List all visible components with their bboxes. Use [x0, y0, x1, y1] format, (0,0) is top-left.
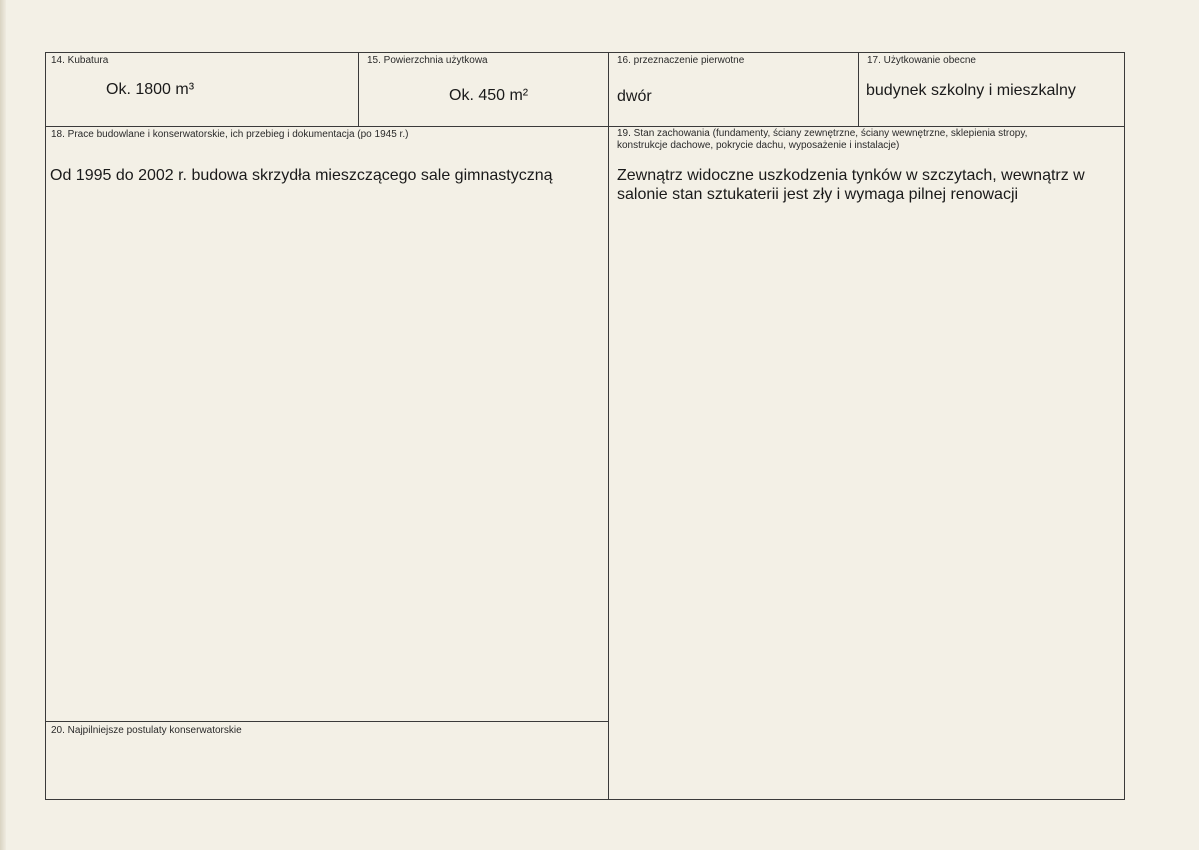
preservation-state-label-line2: konstrukcje dachowe, pokrycie dachu, wyposażenie i instalacje) [617, 140, 900, 151]
cubature-label: 14. Kubatura [51, 55, 109, 66]
heritage-record-form [45, 52, 1125, 800]
cubature-cell [46, 53, 359, 127]
preservation-state-value-line2: salonie stan sztukaterii jest zły i wymaga pilnej renowacji [617, 186, 1019, 203]
current-use-value: budynek szkolny i mieszkalny [866, 82, 1076, 99]
conservation-postulates-cell [46, 722, 609, 799]
conservation-postulates-label: 20. Najpilniejsze postulaty konserwatorskie [51, 725, 242, 736]
preservation-state-value-line1: Zewnątrz widoczne uszkodzenia tynków w szczytach, wewnątrz w [617, 167, 1085, 184]
usable-area-value: Ok. 450 m² [449, 87, 529, 104]
preservation-state-label-line1: 19. Stan zachowania (fundamenty, ściany zewnętrzne, ściany wewnętrzne, sklepienia stropy, [617, 128, 1028, 139]
current-use-label: 17. Użytkowanie obecne [867, 55, 976, 66]
construction-works-label: 18. Prace budowlane i konserwatorskie, ich przebieg i dokumentacja (po 1945 r.) [51, 129, 409, 140]
construction-works-value: Od 1995 do 2002 r. budowa skrzydła mieszczącego sale gimnastyczną [50, 167, 553, 184]
original-purpose-value: dwór [617, 88, 652, 105]
preservation-state-label [617, 128, 1027, 152]
preservation-state-value [617, 166, 1085, 204]
usable-area-label: 15. Powierzchnia użytkowa [367, 55, 488, 66]
original-purpose-cell [609, 53, 859, 127]
scan-page-edge [0, 0, 6, 850]
cubature-value: Ok. 1800 m³ [106, 81, 195, 98]
original-purpose-label: 16. przeznaczenie pierwotne [617, 55, 745, 66]
preservation-state-cell [609, 127, 1124, 799]
construction-works-cell [46, 127, 609, 722]
usable-area-cell [359, 53, 609, 127]
current-use-cell [859, 53, 1124, 127]
